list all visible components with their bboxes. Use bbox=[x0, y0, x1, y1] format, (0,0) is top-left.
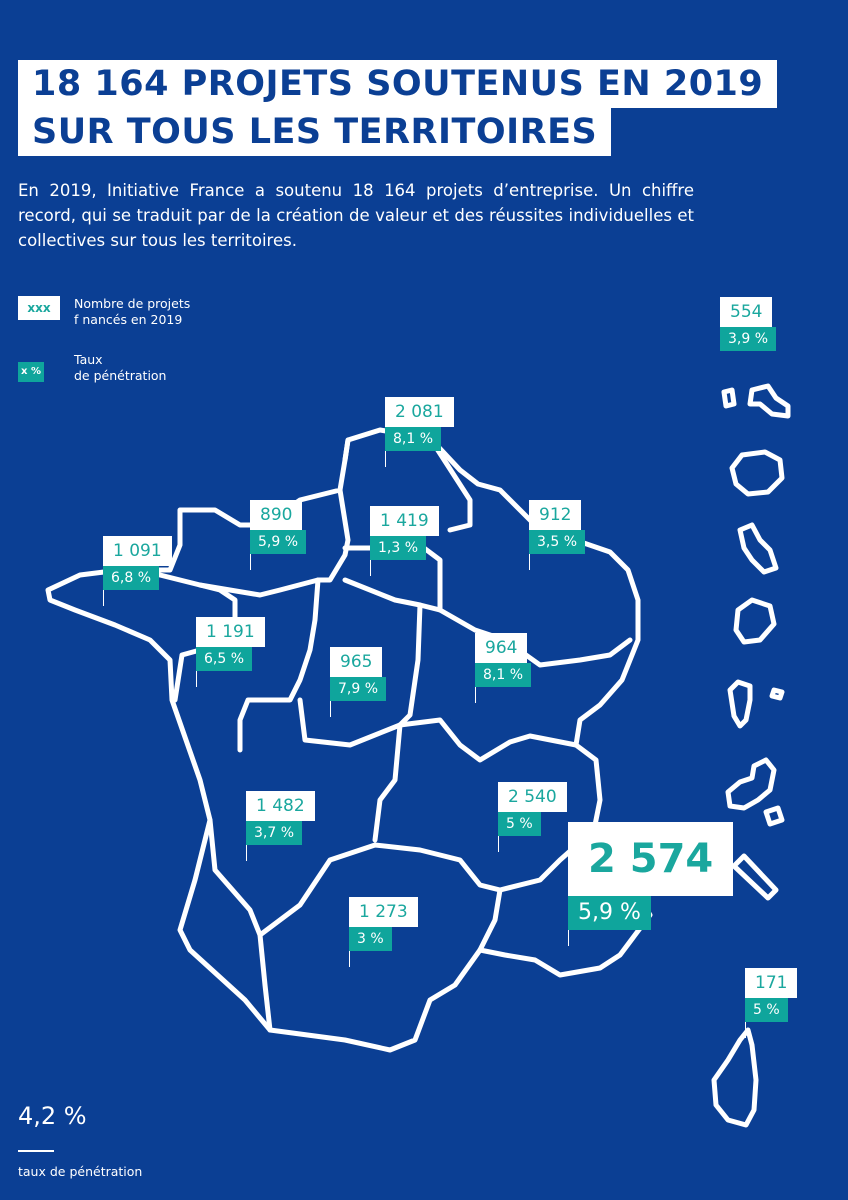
region-rate: 5 % bbox=[498, 812, 541, 836]
region-label-corse bbox=[745, 968, 797, 1018]
region-label-provence-alpes-cote-dazur bbox=[568, 822, 733, 925]
label-pole bbox=[330, 701, 331, 717]
border-occ-south bbox=[260, 935, 270, 1030]
national-divider bbox=[18, 1150, 54, 1152]
region-projects: 1 191 bbox=[196, 617, 265, 647]
region-rate: 1,3 % bbox=[370, 536, 426, 560]
border-centre-bfc bbox=[400, 605, 420, 725]
label-pole bbox=[103, 590, 104, 606]
region-label-bretagne bbox=[103, 536, 172, 586]
legend-rate-label-line1: Taux bbox=[74, 352, 103, 367]
label-pole bbox=[385, 451, 386, 467]
legend-count-sample: xxx bbox=[18, 296, 60, 320]
region-projects: 1 482 bbox=[246, 791, 315, 821]
region-rate: 3,7 % bbox=[246, 821, 302, 845]
region-label-hauts-de-france bbox=[385, 397, 454, 447]
reunion-shape bbox=[736, 600, 774, 642]
spm-shape bbox=[728, 760, 782, 824]
region-projects: 1 273 bbox=[349, 897, 418, 927]
region-rate: 3,9 % bbox=[720, 327, 776, 351]
region-label-grand-est bbox=[529, 500, 581, 550]
legend-rate-label-line2: de pénétration bbox=[74, 368, 167, 383]
region-projects: 890 bbox=[250, 500, 302, 530]
legend-count-label-line2: f nancés en 2019 bbox=[74, 312, 183, 327]
label-pole bbox=[745, 1022, 746, 1038]
label-pole bbox=[529, 554, 530, 570]
label-pole bbox=[370, 560, 371, 576]
national-rate-label: taux de pénétration bbox=[18, 1164, 143, 1179]
region-label-pays-de-la-loire bbox=[196, 617, 265, 667]
label-pole bbox=[568, 930, 569, 946]
region-rate: 7,9 % bbox=[330, 677, 386, 701]
region-label-outre-mer bbox=[720, 297, 772, 347]
region-rate: 8,1 % bbox=[475, 663, 531, 687]
region-projects: 965 bbox=[330, 647, 382, 677]
region-label-nouvelle-aquitaine bbox=[246, 791, 315, 841]
region-rate: 8,1 % bbox=[385, 427, 441, 451]
region-projects: 2 081 bbox=[385, 397, 454, 427]
region-label-centre-val-de-loire bbox=[330, 647, 382, 697]
martinique-shape bbox=[732, 452, 782, 494]
border-ara-paca bbox=[480, 890, 500, 950]
region-rate: 6,5 % bbox=[196, 647, 252, 671]
region-rate: 3,5 % bbox=[529, 530, 585, 554]
label-pole bbox=[196, 671, 197, 687]
legend-rate-sample: x % bbox=[18, 362, 44, 382]
region-projects: 912 bbox=[529, 500, 581, 530]
national-rate: 4,2 % bbox=[18, 1102, 87, 1130]
mayotte-shape bbox=[730, 682, 782, 726]
border-normandie-idf bbox=[318, 490, 348, 580]
border-naq-ara bbox=[375, 725, 400, 840]
corse-shape bbox=[714, 1030, 756, 1125]
region-label-normandie bbox=[250, 500, 302, 550]
region-rate: 5,9 % bbox=[568, 896, 651, 930]
region-rate: 5 % bbox=[745, 998, 788, 1022]
border-centre-naq bbox=[300, 700, 576, 760]
region-label-ile-de-france bbox=[370, 506, 439, 556]
region-projects: 2 574 bbox=[568, 822, 733, 896]
border-hdf-normandie bbox=[345, 440, 348, 460]
region-label-auvergne-rhone-alpes bbox=[498, 782, 567, 832]
title-line-1: 18 164 PROJETS SOUTENUS EN 2019 bbox=[18, 60, 777, 108]
label-pole bbox=[246, 845, 247, 861]
region-label-occitanie bbox=[349, 897, 418, 947]
label-pole bbox=[349, 951, 350, 967]
region-projects: 1 419 bbox=[370, 506, 439, 536]
label-pole bbox=[498, 836, 499, 852]
guyane-shape bbox=[740, 525, 776, 572]
title-line-2: SUR TOUS LES TERRITOIRES bbox=[18, 108, 611, 156]
intro-text: En 2019, Initiative France a soutenu 18 164 projets d’entreprise. Un chiffre record, qui se traduit par de la création de valeur et des réussites individuelles et collectives sur tous les territoires. bbox=[18, 181, 694, 250]
region-projects: 2 540 bbox=[498, 782, 567, 812]
region-projects: 1 091 bbox=[103, 536, 172, 566]
region-rate: 6,8 % bbox=[103, 566, 159, 590]
region-projects: 554 bbox=[720, 297, 772, 327]
region-label-bourgogne-franche-comte bbox=[475, 633, 527, 683]
label-pole bbox=[250, 554, 251, 570]
region-projects: 171 bbox=[745, 968, 797, 998]
wallis-shape bbox=[734, 856, 776, 898]
label-pole bbox=[475, 687, 476, 703]
legend-count-label-line1: Nombre de projets bbox=[74, 296, 191, 311]
region-rate: 5,9 % bbox=[250, 530, 306, 554]
region-projects: 964 bbox=[475, 633, 527, 663]
border-grandest-bfc bbox=[440, 610, 630, 665]
guadeloupe-shape bbox=[724, 386, 788, 416]
region-rate: 3 % bbox=[349, 927, 392, 951]
